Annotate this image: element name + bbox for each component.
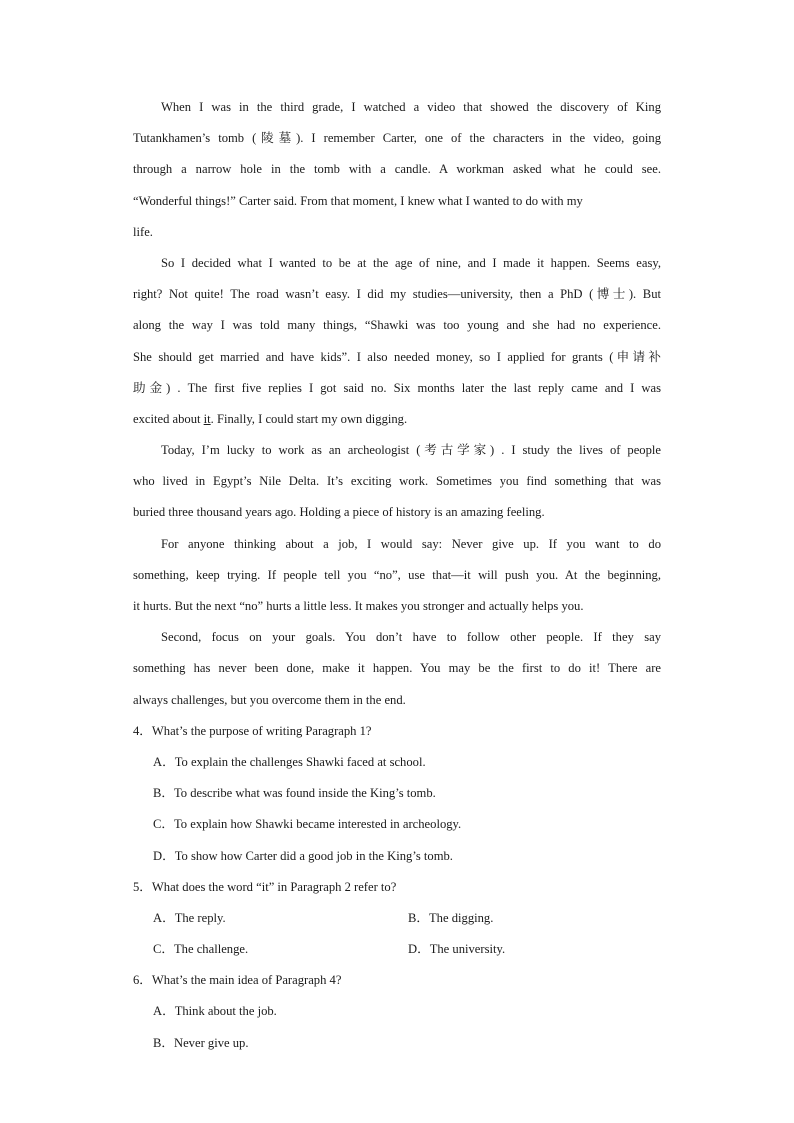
text-line: along the way I was told many things, “Shawki was too young and she had no experience. <box>133 318 661 333</box>
text-line: buried three thousand years ago. Holding a piece of history is an amazing feeling. <box>133 505 545 520</box>
option-row <box>133 903 661 934</box>
text-segment: . Finally, I could start my own digging. <box>210 411 408 426</box>
option-a: A．The reply. <box>153 910 226 925</box>
paragraph-1 <box>133 92 661 248</box>
option-d: D．To show how Carter did a good job in the King’s tomb. <box>153 848 453 863</box>
option-b: B．To describe what was found inside the King’s tomb. <box>153 786 436 801</box>
text-line: She should get married and have kids”. I also needed money, so I applied for grants (申请补 <box>133 349 661 364</box>
text-line: life. <box>133 224 153 239</box>
text-line: For anyone thinking about a job, I would say: Never give up. If you want to do <box>161 536 661 551</box>
text-line: Second, focus on your goals. You don’t have to follow other people. If they say <box>161 630 661 645</box>
text-line: it hurts. But the next “no” hurts a little less. It makes you stronger and actually helps you. <box>133 599 584 613</box>
option-d: D．The university. <box>408 942 506 957</box>
text-line: When I was in the third grade, I watched a video that showed the discovery of King <box>161 100 661 114</box>
text-line: right? Not quite! The road wasn’t easy. I did my studies—university, then a PhD (博士). But <box>133 287 661 302</box>
text-line: who lived in Egypt’s Nile Delta. It’s exciting work. Sometimes you find something that was <box>133 474 661 489</box>
question-stem: 4．What’s the purpose of writing Paragraph 1? <box>133 723 372 738</box>
text-line: “Wonderful things!” Carter said. From that moment, I knew what I wanted to do with my <box>133 193 583 208</box>
paragraph-3 <box>133 435 661 529</box>
text-line: through a narrow hole in the tomb with a candle. A workman asked what he could see. <box>133 162 661 177</box>
text-line: Today, I’m lucky to work as an archeologist (考古学家) . I study the lives of people <box>161 443 661 458</box>
text-line <box>133 404 661 435</box>
text-segment: excited about <box>133 411 204 426</box>
question-stem: 6．What’s the main idea of Paragraph 4? <box>133 973 342 988</box>
text-line: something has never been done, make it happen. You may be the first to do it! There are <box>133 661 661 676</box>
paragraph-5 <box>133 622 661 716</box>
option-a: A．Think about the job. <box>153 1004 277 1019</box>
option-row <box>133 934 661 965</box>
text-line: So I decided what I wanted to be at the age of nine, and I made it happen. Seems easy, <box>161 255 661 270</box>
underlined-word: it <box>203 411 211 426</box>
option-b: B．The digging. <box>408 910 494 925</box>
text-line: something, keep trying. If people tell you “no”, use that—it will push you. At the beginning, <box>133 567 661 582</box>
option-b: B．Never give up. <box>153 1035 249 1050</box>
question-stem: 5．What does the word “it” in Paragraph 2 refer to? <box>133 879 397 894</box>
paragraph-4 <box>133 529 661 623</box>
text-line: Tutankhamen’s tomb (陵墓). I remember Carter, one of the characters in the video, going <box>133 131 661 146</box>
option-c: C．The challenge. <box>153 942 249 957</box>
text-line: always challenges, but you overcome them in the end. <box>133 692 406 707</box>
question-4 <box>133 716 661 872</box>
document-page <box>133 92 661 1059</box>
option-c: C．To explain how Shawki became interested in archeology. <box>153 817 462 832</box>
option-a: A．To explain the challenges Shawki faced at school. <box>153 754 426 769</box>
question-6 <box>133 965 661 1059</box>
paragraph-2 <box>133 248 661 435</box>
text-line: 助金) . The first five replies I got said no. Six months later the last reply came and I was <box>133 380 661 395</box>
question-5 <box>133 872 661 966</box>
